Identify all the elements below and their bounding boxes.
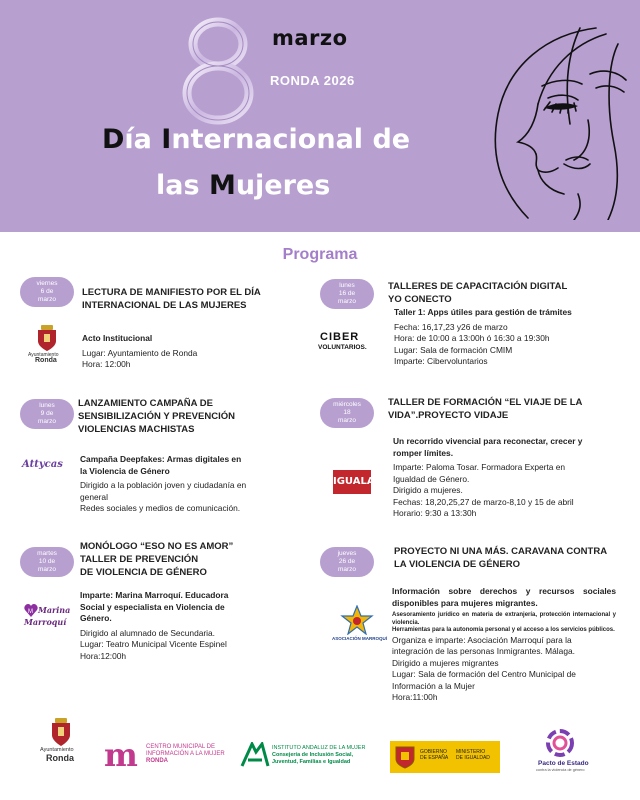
marina-logo-line1: Marina (38, 605, 71, 615)
event-title-line: YO CONECTO (388, 294, 452, 305)
title-initial-letter: D (102, 124, 125, 155)
ciber-logo-line1: CIBER (320, 331, 360, 343)
event-body-line: Lugar: Teatro Municipal Vicente Espinel (80, 639, 227, 649)
date-day: 18 (343, 409, 351, 416)
gob-line: GOBIERNO (420, 749, 447, 755)
date-weekday: miércoles (333, 401, 361, 408)
woman-face-line-art (478, 24, 628, 220)
event-body-line: Género. (80, 613, 112, 623)
gobierno-logo (390, 741, 500, 773)
event-title-line: INTERNACIONAL DE LAS MUJERES (82, 300, 247, 311)
program-heading: Programa (282, 246, 358, 263)
date-month: marzo (337, 298, 357, 305)
event-body-line: Información a la Mujer (392, 680, 475, 691)
title-text: nternacional de (171, 124, 411, 155)
footer-pacto-subtitle: contra la violencia de género (536, 768, 585, 772)
event-date-badge (320, 279, 374, 309)
date-weekday: viernes (36, 280, 58, 287)
place-year-label: RONDA 2026 (270, 73, 355, 88)
event-body-line: Lugar: Sala de formación CMIM (394, 344, 513, 355)
cmim-line: RONDA (146, 758, 168, 764)
main-title-line1 (102, 124, 410, 155)
date-month: marzo (337, 566, 357, 573)
gob-line: MINISTERIO (456, 749, 486, 755)
date-month: marzo (37, 566, 57, 573)
event-title-line: LANZAMIENTO CAMPAÑA DE (78, 398, 213, 409)
event-title-line: TALLER DE FORMACIÓN “EL VIAJE DE LA (388, 397, 583, 408)
number-eight-graphic (178, 14, 258, 126)
event-date-badge (20, 277, 74, 307)
ayto-logo-small: Ayuntamiento (28, 352, 59, 358)
cmim-line: INFORMACIÓN A LA MUJER (146, 751, 225, 757)
event-title-line: LECTURA DE MANIFIESTO POR EL DÍA (82, 287, 261, 298)
date-day: 9 de (40, 410, 54, 417)
event-body-line: Hora: de 10:00 a 13:00h ó 16:30 a 19:30h (394, 333, 550, 343)
event-body-line: Dirigido a la población joven y ciudadanía en (80, 480, 247, 490)
date-month: marzo (37, 418, 57, 425)
event-body-line: Hora:11:00h (392, 692, 438, 702)
event-body-line: Organiza e imparte: Asociación Marroquí para la (392, 634, 572, 645)
event-body-line: Lugar: Ayuntamiento de Ronda (82, 347, 198, 358)
date-weekday: martes (37, 550, 57, 557)
asociacion-marroqui-logo-text: ASOCIACIÓN MARROQUÍ (332, 636, 387, 641)
footer-iam-text (272, 745, 365, 766)
pacto-estado-logo-icon (543, 728, 577, 758)
event-body-line: Herramientas para la autonomía personal y el acceso a los servicios públicos. (392, 627, 615, 633)
header-banner (0, 0, 640, 232)
title-initial-letter: M (208, 170, 236, 201)
ronda-coat-of-arms-icon (50, 718, 72, 746)
event-title-line: PROYECTO NI UNA MÁS. CARAVANA CONTRA (394, 546, 608, 557)
event-body (392, 586, 616, 704)
event-title-line: TALLER DE PREVENCIÓN (80, 554, 199, 565)
event-body-line: Imparte: Cibervoluntarios (394, 356, 488, 366)
spain-shield-icon (394, 745, 416, 769)
cmim-m-logo-icon: m (104, 736, 138, 774)
footer-ayto-small: Ayuntamiento (40, 747, 74, 753)
event-date-badge (20, 399, 74, 429)
date-month: marzo (337, 417, 357, 424)
event-title (82, 286, 302, 312)
event-title-line: LA VIOLENCIA DE GÉNERO (394, 559, 520, 570)
ministerio-text (456, 749, 490, 761)
main-title-line2 (156, 170, 330, 201)
event-title (80, 540, 300, 579)
title-text: ujeres (235, 170, 331, 201)
event-body-line: Campaña Deepfakes: Armas digitales en (80, 454, 242, 464)
event-body (393, 436, 625, 520)
month-label: marzo (272, 26, 348, 50)
event-title-line: MONÓLOGO “ESO NO ES AMOR” (80, 541, 234, 552)
footer-ayto-name: Ronda (46, 753, 74, 763)
event-title-line: VIOLENCIAS MACHISTAS (78, 424, 195, 435)
footer-pacto-title: Pacto de Estado (538, 760, 589, 767)
asociacion-marroqui-star-icon (340, 605, 374, 635)
event-body-line: Información sobre derechos y recursos sociales disponibles para mujeres migrantes. (392, 586, 616, 608)
event-body-line: romper límites. (393, 447, 454, 458)
event-body-line: integración de las personas Inmigrantes. Málaga. (392, 646, 575, 656)
date-day: 26 de (338, 558, 356, 565)
event-body (80, 590, 280, 662)
date-weekday: jueves (337, 550, 357, 557)
event-body-line: Asesoramiento jurídico en materia de extranjería, protección internacional y violencia. (392, 612, 616, 626)
marina-logo-line2: Marroquí (24, 617, 67, 627)
event-body-line: Igualdad de Género. (393, 473, 470, 484)
iguala-logo: IGUALA (333, 470, 371, 494)
event-title-line: TALLERES DE CAPACITACIÓN DIGITAL (388, 281, 568, 292)
event-body-line: Social y especialista en Violencia de (80, 601, 225, 612)
date-day: 10 de (38, 558, 56, 565)
event-body-line: Hora: 12:00h (82, 359, 131, 369)
title-initial-letter: I (161, 124, 172, 155)
event-body-line: Imparte: Paloma Tosar. Formadora Experta en (393, 462, 566, 472)
event-body-line: Fecha: 16,17,23 y26 de marzo (394, 321, 508, 332)
event-title (388, 280, 618, 306)
gobierno-text (420, 749, 448, 761)
ronda-coat-of-arms-icon (36, 325, 58, 351)
event-body-line: Un recorrido vivencial para reconectar, crecer y (393, 436, 583, 446)
date-day: 6 de (40, 288, 54, 295)
attycas-logo: Attycas (22, 459, 63, 470)
event-body (394, 307, 624, 368)
event-date-badge (320, 398, 374, 428)
title-text: las (156, 170, 209, 201)
event-body-line: Imparte: Marina Marroquí. Educadora (80, 590, 229, 600)
event-title (394, 545, 624, 571)
footer-cmim-text (146, 744, 225, 765)
ayto-logo-name: Ronda (35, 357, 57, 364)
event-title-line: DE VIOLENCIA DE GÉNERO (80, 567, 207, 578)
event-body-line: Fechas: 18,20,25,27 de marzo-8,10 y 15 de abril (393, 496, 574, 507)
event-body (80, 454, 265, 515)
date-day: 16 de (338, 290, 356, 297)
marina-heart-icon (24, 604, 38, 618)
ciber-logo-line2: VOLUNTARIOS. (318, 344, 367, 351)
event-date-badge (320, 547, 374, 577)
iam-line: Consejería de Inclusión Social, (272, 752, 353, 758)
title-text: ía (124, 124, 162, 155)
event-body-line: Acto Institucional (82, 333, 153, 343)
iam-line: Juventud, Familias e Igualdad (272, 759, 351, 765)
gob-line: DE ESPAÑA (420, 755, 449, 761)
event-body-line: general (80, 491, 108, 502)
svg-text:M: M (28, 609, 33, 615)
cmim-line: CENTRO MUNICIPAL DE (146, 744, 216, 750)
event-body-line: Horario: 9:30 a 13:30h (393, 508, 477, 518)
event-body-line: Redes sociales y medios de comunicación. (80, 503, 241, 513)
event-title-line: VIDA”.PROYECTO VIDAJE (388, 410, 509, 421)
event-body-line: Dirigido a mujeres. (393, 485, 463, 495)
event-body-line: Lugar: Sala de formación del Centro Municipal de (392, 669, 576, 679)
event-date-badge (20, 547, 74, 577)
date-weekday: lunes (39, 402, 55, 409)
event-body-line: Hora:12:00h (80, 650, 127, 661)
event-body-line: Dirigido al alumnado de Secundaria. (80, 627, 216, 638)
event-body-line: la Violencia de Género (80, 465, 170, 476)
date-month: marzo (37, 296, 57, 303)
event-title (388, 396, 618, 422)
event-body (82, 333, 302, 371)
iam-logo-icon (240, 742, 270, 768)
gob-line: DE IGUALDAD (456, 755, 490, 761)
date-weekday: lunes (339, 282, 355, 289)
event-body-line: Dirigido a mujeres migrantes (392, 657, 499, 668)
event-body-line: Taller 1: Apps útiles para gestión de trámites (394, 307, 572, 317)
iam-line: INSTITUTO ANDALUZ DE LA MUJER (272, 745, 366, 751)
event-title (78, 397, 298, 436)
event-title-line: SENSIBILIZACIÓN Y PREVENCIÓN (78, 411, 235, 422)
